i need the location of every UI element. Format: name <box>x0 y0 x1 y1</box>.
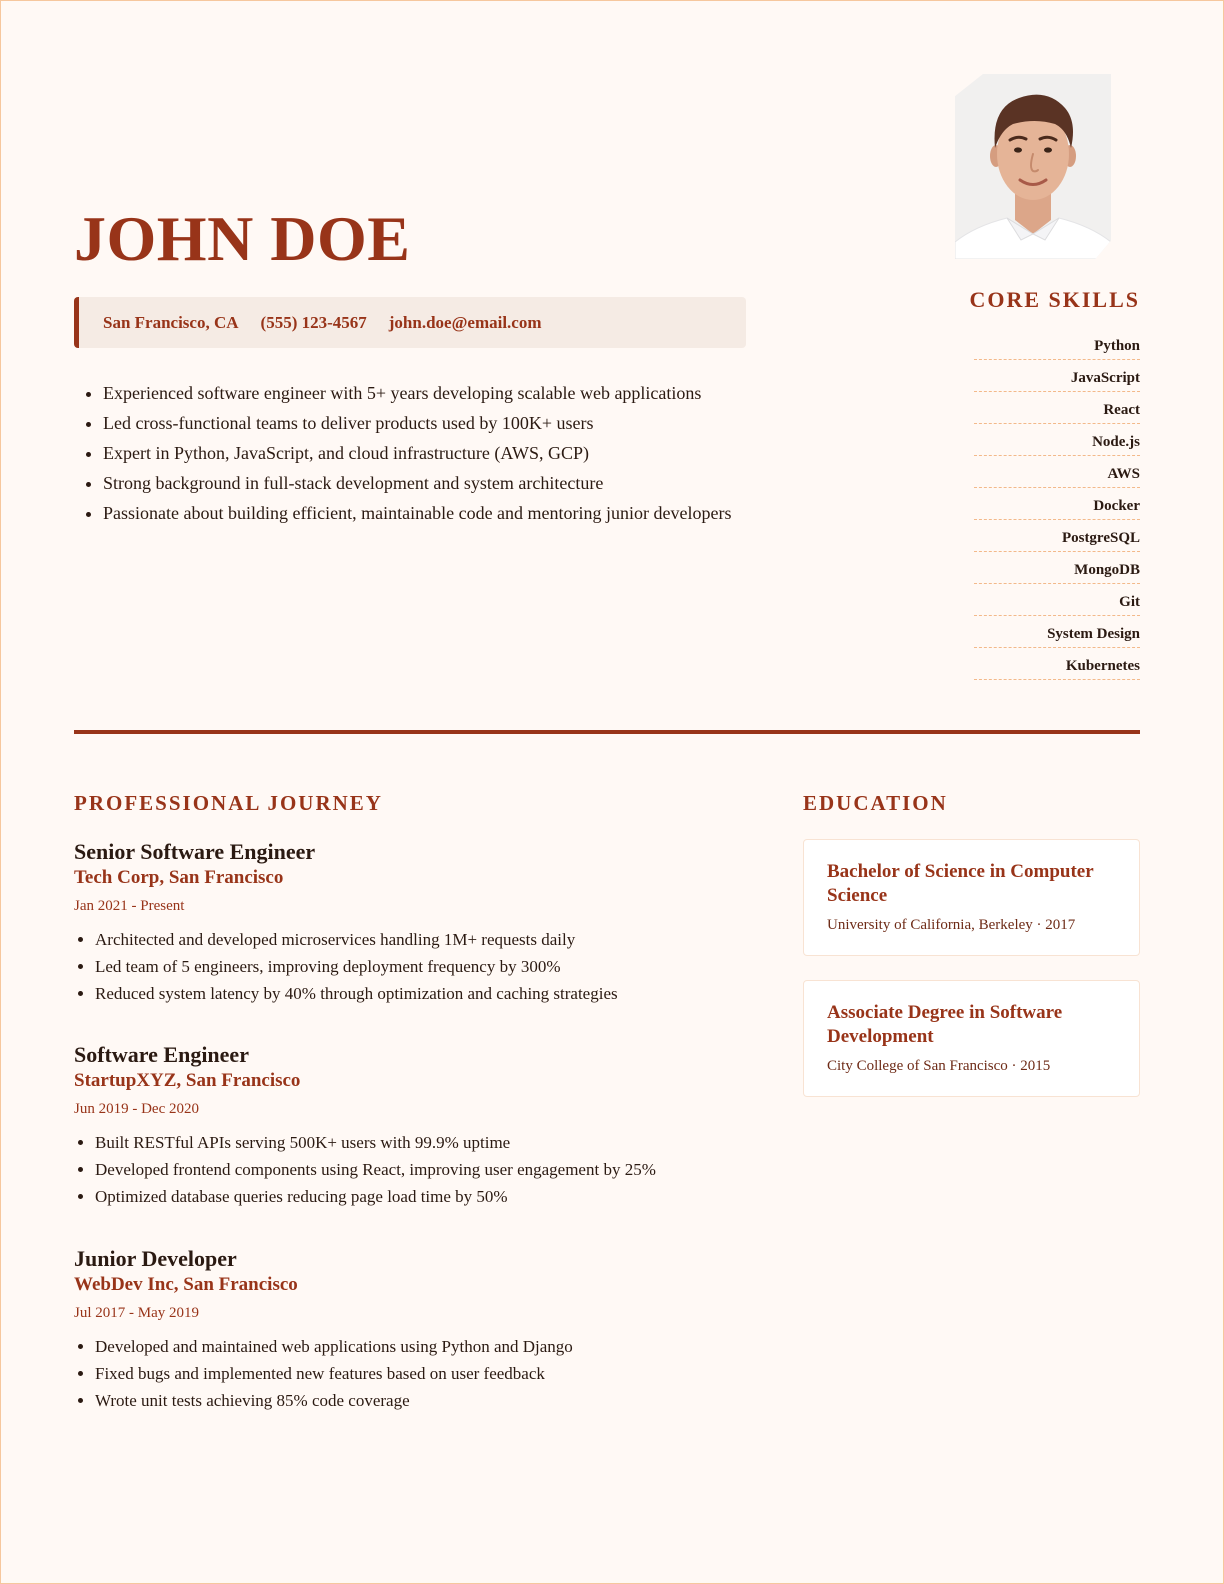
job-dates: Jul 2017 - May 2019 <box>74 1305 199 1321</box>
profile-photo <box>955 74 1111 259</box>
job-company: WebDev Inc, San Francisco <box>74 1274 298 1295</box>
job-bullet: • Led team of 5 engineers, improving deployment frequency by 300% <box>95 953 734 980</box>
job-bullet: • Developed frontend components using React, improving user engagement by 25% <box>95 1156 734 1183</box>
education-meta: City College of San Francisco · 2015 <box>827 1058 1051 1074</box>
job-dates: Jun 2019 - Dec 2020 <box>74 1101 199 1117</box>
job-bullets <box>74 926 734 1007</box>
job-bullet: • Built RESTful APIs serving 500K+ users with 99.9% uptime <box>95 1129 734 1156</box>
job-bullets <box>74 1333 734 1414</box>
section-divider <box>74 730 1140 734</box>
skill-item: Docker <box>974 488 1140 520</box>
skill-item: Git <box>974 584 1140 616</box>
job-bullet: • Wrote unit tests achieving 85% code coverage <box>95 1387 734 1414</box>
education-card <box>803 839 1140 956</box>
job-dates: Jan 2021 - Present <box>74 898 185 914</box>
contact-email: john.doe@email.com <box>388 312 542 332</box>
job-bullet: • Optimized database queries reducing page load time by 50% <box>95 1183 734 1210</box>
job-bullet: • Fixed bugs and implemented new features based on user feedback <box>95 1360 734 1387</box>
skill-item: System Design <box>974 616 1140 648</box>
skills-heading: CORE SKILLS <box>969 287 1140 312</box>
education-degree: Associate Degree in Software Development <box>827 1002 1063 1047</box>
summary-item: • Experienced software engineer with 5+ years developing scalable web applications <box>103 378 763 408</box>
summary-item: • Strong background in full-stack development and system architecture <box>103 468 763 498</box>
skill-item: Node.js <box>974 424 1140 456</box>
job-bullet: • Reduced system latency by 40% through optimization and caching strategies <box>95 980 734 1007</box>
summary-item: • Expert in Python, JavaScript, and cloud infrastructure (AWS, GCP) <box>103 438 763 468</box>
job-entry <box>74 1245 734 1414</box>
job-title: Senior Software Engineer <box>74 839 316 864</box>
job-title: Software Engineer <box>74 1042 249 1067</box>
job-entry <box>74 1041 734 1210</box>
portrait-icon <box>955 74 1111 259</box>
education-heading: EDUCATION <box>803 791 948 815</box>
job-bullets <box>74 1129 734 1210</box>
education-card <box>803 980 1140 1097</box>
candidate-name: JOHN DOE <box>74 203 411 274</box>
summary-list <box>81 378 763 528</box>
summary-item: • Led cross-functional teams to deliver products used by 100K+ users <box>103 408 763 438</box>
education-degree: Bachelor of Science in Computer Science <box>827 861 1094 906</box>
job-bullet: • Architected and developed microservices handling 1M+ requests daily <box>95 926 734 953</box>
job-company: StartupXYZ, San Francisco <box>74 1070 301 1091</box>
job-entry <box>74 838 734 1007</box>
skill-item: React <box>974 392 1140 424</box>
experience-heading: PROFESSIONAL JOURNEY <box>74 791 383 815</box>
summary-item: • Passionate about building efficient, maintainable code and mentoring junior developers <box>103 498 763 528</box>
contact-location: San Francisco, CA <box>103 312 239 332</box>
skills-list <box>974 328 1140 680</box>
education-meta: University of California, Berkeley · 2017 <box>827 917 1076 933</box>
contact-bar <box>74 297 746 348</box>
skill-item: AWS <box>974 456 1140 488</box>
skill-item: Kubernetes <box>974 648 1140 680</box>
skill-item: JavaScript <box>974 360 1140 392</box>
skill-item: MongoDB <box>974 552 1140 584</box>
contact-phone: (555) 123-4567 <box>260 312 367 332</box>
job-title: Junior Developer <box>74 1246 237 1271</box>
skill-item: Python <box>974 328 1140 360</box>
job-company: Tech Corp, San Francisco <box>74 867 284 888</box>
skill-item: PostgreSQL <box>974 520 1140 552</box>
job-bullet: • Developed and maintained web applications using Python and Django <box>95 1333 734 1360</box>
